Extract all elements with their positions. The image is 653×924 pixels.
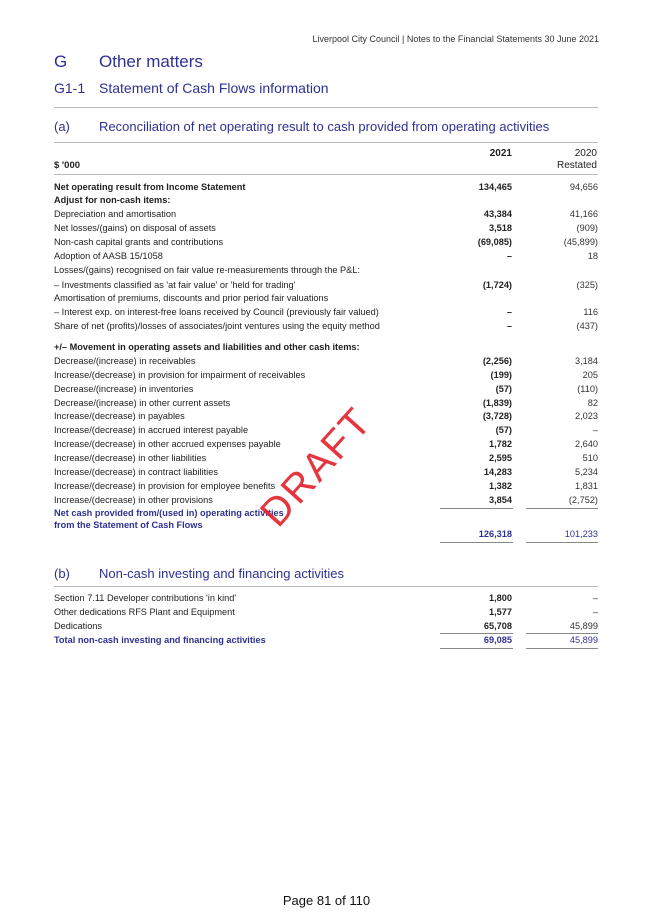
row-label: Decrease/(increase) in other current assets bbox=[54, 398, 231, 408]
running-header: Liverpool City Council | Notes to the Financial Statements 30 June 2021 bbox=[312, 34, 599, 44]
total-label: from the Statement of Cash Flows bbox=[54, 520, 203, 530]
row-label: Decrease/(increase) in inventories bbox=[54, 384, 194, 394]
total-2021: 126,318 bbox=[478, 529, 512, 539]
subsection-title: Statement of Cash Flows information bbox=[99, 80, 329, 96]
value-2021: (57) bbox=[495, 384, 512, 394]
value-2021: (69,085) bbox=[477, 237, 512, 247]
value-2020: (110) bbox=[577, 384, 598, 394]
row-label: Non-cash capital grants and contributions bbox=[54, 237, 224, 247]
part-a-letter: (a) bbox=[54, 119, 70, 134]
part-b-letter: (b) bbox=[54, 566, 70, 581]
row-label: Increase/(decrease) in other provisions bbox=[54, 495, 213, 505]
divider bbox=[54, 586, 598, 587]
value-2021: 2,595 bbox=[489, 453, 512, 463]
total-line bbox=[526, 542, 598, 543]
row-label: Increase/(decrease) in contract liabilities bbox=[54, 467, 218, 477]
table-row bbox=[54, 279, 598, 292]
value-2021: 1,577 bbox=[489, 607, 512, 617]
page-number: Page 81 of 110 bbox=[282, 893, 371, 908]
value-2021: (57) bbox=[495, 425, 512, 435]
value-2020: (437) bbox=[576, 321, 598, 331]
value-2020: – bbox=[592, 607, 598, 617]
value-2021: (1,839) bbox=[482, 398, 512, 408]
table-row bbox=[54, 194, 598, 207]
row-label: Share of net (profits)/losses of associates/joint ventures using the equity method bbox=[54, 321, 380, 331]
value-2020: 116 bbox=[583, 307, 598, 317]
value-2020: (909) bbox=[576, 223, 598, 233]
value-2020: 2,640 bbox=[575, 439, 598, 449]
row-label: Increase/(decrease) in other liabilities bbox=[54, 453, 207, 463]
row-label: Amortisation of premiums, discounts and prior period fair valuations bbox=[54, 293, 329, 303]
value-2020: 510 bbox=[582, 453, 598, 463]
section-letter: G bbox=[54, 52, 68, 71]
table-row bbox=[54, 397, 598, 410]
row-label: Adoption of AASB 15/1058 bbox=[54, 251, 163, 261]
value-2021: – bbox=[506, 251, 512, 261]
value-2020: – bbox=[592, 593, 598, 603]
total-label: Net cash provided from/(used in) operating activities bbox=[54, 508, 284, 518]
value-2021: 3,854 bbox=[489, 495, 512, 505]
table-row bbox=[54, 383, 598, 396]
row-label: Losses/(gains) recognised on fair value re-measurements through the P&L: bbox=[54, 265, 360, 275]
subsection-number: G1-1 bbox=[54, 80, 86, 96]
total-2021: 69,085 bbox=[483, 635, 512, 645]
row-label: Other dedications RFS Plant and Equipment bbox=[54, 607, 235, 617]
row-label: – Investments classified as 'at fair value' or 'held for trading' bbox=[54, 280, 296, 290]
value-2020: – bbox=[592, 425, 598, 435]
divider bbox=[54, 107, 598, 108]
total-row bbox=[54, 634, 598, 647]
row-label: Dedications bbox=[54, 621, 103, 631]
col-2021: 2021 bbox=[489, 148, 512, 159]
table-row bbox=[54, 341, 598, 354]
col-restated: Restated bbox=[556, 160, 597, 171]
section-title: Other matters bbox=[99, 52, 203, 71]
row-label: Increase/(decrease) in accrued interest payable bbox=[54, 425, 249, 435]
total-line bbox=[526, 648, 598, 649]
row-label: Section 7.11 Developer contributions 'in kind' bbox=[54, 593, 237, 603]
row-label: Decrease/(increase) in receivables bbox=[54, 356, 196, 366]
divider bbox=[54, 142, 598, 143]
row-label: Adjust for non-cash items: bbox=[54, 195, 171, 205]
value-2021: 1,782 bbox=[489, 439, 512, 449]
table-row bbox=[54, 250, 598, 263]
row-label: Net operating result from Income Statement bbox=[54, 182, 246, 192]
value-2021: (199) bbox=[490, 370, 512, 380]
row-label: – Interest exp. on interest-free loans received by Council (previously fair valued) bbox=[54, 307, 379, 317]
value-2021: 43,384 bbox=[483, 209, 512, 219]
table-row bbox=[54, 410, 598, 423]
value-2020: 41,166 bbox=[569, 209, 598, 219]
row-label: Increase/(decrease) in other accrued expenses payable bbox=[54, 439, 281, 449]
value-2020: 94,656 bbox=[569, 182, 598, 192]
table-row bbox=[54, 264, 598, 277]
value-2020: (2,752) bbox=[568, 495, 598, 505]
table-row bbox=[54, 620, 598, 633]
value-2020: 205 bbox=[582, 370, 598, 380]
value-2021: – bbox=[506, 321, 512, 331]
part-a-title: Reconciliation of net operating result to cash provided from operating activities bbox=[99, 119, 550, 134]
value-2021: – bbox=[506, 307, 512, 317]
value-2021: 14,283 bbox=[483, 467, 512, 477]
value-2021: 65,708 bbox=[483, 621, 512, 631]
table-row bbox=[54, 355, 598, 368]
value-2021: 3,518 bbox=[489, 223, 512, 233]
table-row bbox=[54, 592, 598, 605]
col-2020: 2020 bbox=[574, 148, 597, 159]
value-2020: (45,899) bbox=[563, 237, 598, 247]
total-label: Total non-cash investing and financing activities bbox=[54, 635, 266, 645]
table-row bbox=[54, 222, 598, 235]
row-label: Net losses/(gains) on disposal of assets bbox=[54, 223, 216, 233]
value-2021: (2,256) bbox=[482, 356, 512, 366]
value-2020: 5,234 bbox=[575, 467, 598, 477]
total-2020: 101,233 bbox=[564, 529, 598, 539]
total-values bbox=[54, 528, 598, 541]
draft-watermark: DRAFT bbox=[251, 399, 381, 536]
total-2020: 45,899 bbox=[569, 635, 598, 645]
table-row bbox=[54, 306, 598, 319]
table-row bbox=[54, 494, 598, 507]
value-2020: (325) bbox=[576, 280, 598, 290]
row-label: Increase/(decrease) in payables bbox=[54, 411, 185, 421]
table-row bbox=[54, 208, 598, 221]
value-2020: 45,899 bbox=[569, 621, 598, 631]
table-row bbox=[54, 606, 598, 619]
value-2020: 1,831 bbox=[575, 481, 598, 491]
total-line bbox=[440, 648, 513, 649]
total-line bbox=[440, 542, 513, 543]
value-2021: 1,800 bbox=[489, 593, 512, 603]
row-label: Increase/(decrease) in provision for impairment of receivables bbox=[54, 370, 306, 380]
value-2020: 3,184 bbox=[575, 356, 598, 366]
divider bbox=[54, 174, 598, 175]
table-row bbox=[54, 181, 598, 194]
value-2020: 82 bbox=[587, 398, 598, 408]
row-label: +/– Movement in operating assets and liabilities and other cash items: bbox=[54, 342, 360, 352]
row-label: Increase/(decrease) in provision for employee benefits bbox=[54, 481, 276, 491]
value-2021: (1,724) bbox=[482, 280, 512, 290]
value-2020: 2,023 bbox=[575, 411, 598, 421]
part-b-title: Non-cash investing and financing activities bbox=[99, 566, 344, 581]
value-2021: 1,382 bbox=[489, 481, 512, 491]
table-row bbox=[54, 369, 598, 382]
value-2021: (3,728) bbox=[482, 411, 512, 421]
value-2020: 18 bbox=[587, 251, 598, 261]
table-row bbox=[54, 320, 598, 333]
table-row bbox=[54, 236, 598, 249]
value-2021: 134,465 bbox=[478, 182, 512, 192]
table-row bbox=[54, 292, 598, 305]
row-label: Depreciation and amortisation bbox=[54, 209, 177, 219]
unit-label: $ '000 bbox=[54, 160, 81, 171]
